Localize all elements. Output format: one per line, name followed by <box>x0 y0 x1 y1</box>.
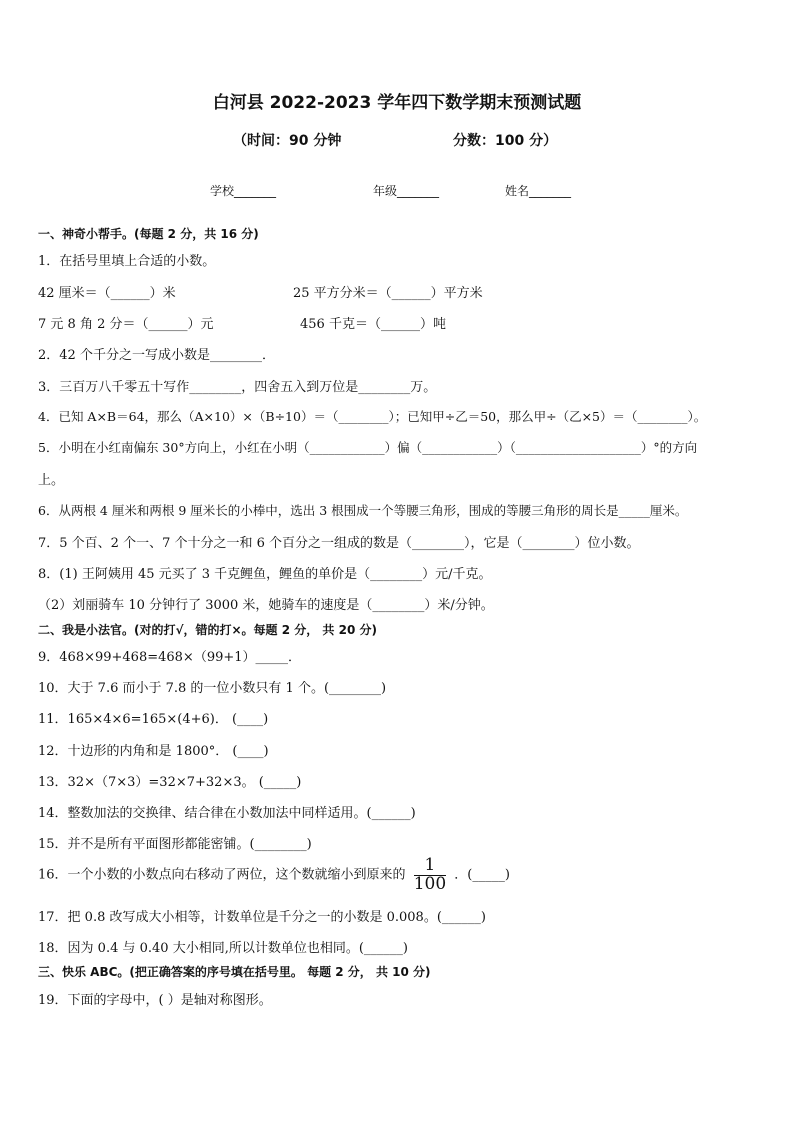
question-1b: 25 平方分米＝（______）平方米 <box>293 286 483 301</box>
question-16 <box>38 857 510 893</box>
question-8a: 8．(1) 王阿姨用 45 元买了 3 千克鲤鱼，鲤鱼的单价是（________）元/千克。 <box>38 567 492 582</box>
name-field: 姓名_______ <box>505 184 572 198</box>
fraction-numerator: 1 <box>414 857 446 876</box>
question-18: 18．因为 0.4 与 0.40 大小相同,所以计数单位也相同。(______) <box>38 941 408 956</box>
question-14: 14．整数加法的交换律、结合律在小数加法中同样适用。(______) <box>38 806 416 821</box>
fraction-denominator: 100 <box>413 874 447 894</box>
question-12: 12．十边形的内角和是 1800°． (____) <box>38 744 269 759</box>
question-1: 1．在括号里填上合适的小数。 <box>38 254 216 269</box>
question-4: 4．已知 A×B＝64，那么（A×10）×（B÷10）＝（________）；已知甲÷乙＝50，那么甲÷（乙×5）＝（________）。 <box>38 409 707 424</box>
question-7: 7．5 个百、2 个一、7 个十分之一和 6 个百分之一组成的数是（________），它是（________）位小数。 <box>38 536 640 551</box>
question-2: 2．42 个千分之一写成小数是________． <box>38 348 275 363</box>
page-title: 白河县 2022-2023 学年四下数学期末预测试题 <box>212 93 582 113</box>
question-19: 19．下面的字母中，( ）是轴对称图形。 <box>38 993 272 1008</box>
exam-score: 分数：100 分） <box>453 133 558 149</box>
exam-time: （时间：90 分钟 <box>233 133 342 149</box>
question-13: 13．32×（7×3）=32×7+32×3。 (_____) <box>38 775 302 790</box>
question-5: 5．小明在小红南偏东 30°方向上，小红在小明（____________）偏（____________）（____________________）°的方向 <box>38 440 698 455</box>
fraction-one-hundredth <box>414 857 446 893</box>
question-16-text: 16．一个小数的小数点向右移动了两位，这个数就缩小到原来的 <box>38 867 406 883</box>
question-6: 6．从两根 4 厘米和两根 9 厘米长的小棒中，选出 3 根围成一个等腰三角形，围成的等腰三角形的周长是_____厘米。 <box>38 503 688 518</box>
question-3: 3．三百万八千零五十写作________，四舍五入到万位是________万。 <box>38 380 437 395</box>
section-3-heading: 三、快乐 ABC。(把正确答案的序号填在括号里。 每题 2 分， 共 10 分) <box>38 965 431 979</box>
question-17: 17．把 0.8 改写成大小相等，计数单位是千分之一的小数是 0.008。(______) <box>38 910 486 925</box>
section-2-heading: 二、我是小法官。(对的打√，错的打×。每题 2 分， 共 20 分) <box>38 623 377 637</box>
grade-field: 年级_______ <box>373 184 440 198</box>
question-1c: 7 元 8 角 2 分＝（______）元 <box>38 317 214 332</box>
section-1-heading: 一、神奇小帮手。(每题 2 分，共 16 分) <box>38 227 259 241</box>
question-15: 15．并不是所有平面图形都能密铺。(________) <box>38 837 312 852</box>
question-8b: （2）刘丽骑车 10 分钟行了 3000 米，她骑车的速度是（________）米/分钟。 <box>38 598 494 613</box>
question-9: 9．468×99+468=468×（99+1）_____． <box>38 650 302 665</box>
question-5-cont: 上。 <box>38 473 65 488</box>
question-10: 10．大于 7.6 而小于 7.8 的一位小数只有 1 个。(________) <box>38 681 387 696</box>
school-field: 学校_______ <box>210 184 277 198</box>
question-11: 11．165×4×6=165×(4+6)． (____) <box>38 712 269 727</box>
question-1d: 456 千克＝（______）吨 <box>300 317 446 332</box>
question-1a: 42 厘米＝（______）米 <box>38 286 176 301</box>
question-16-answer: ．(_____) <box>454 867 510 883</box>
